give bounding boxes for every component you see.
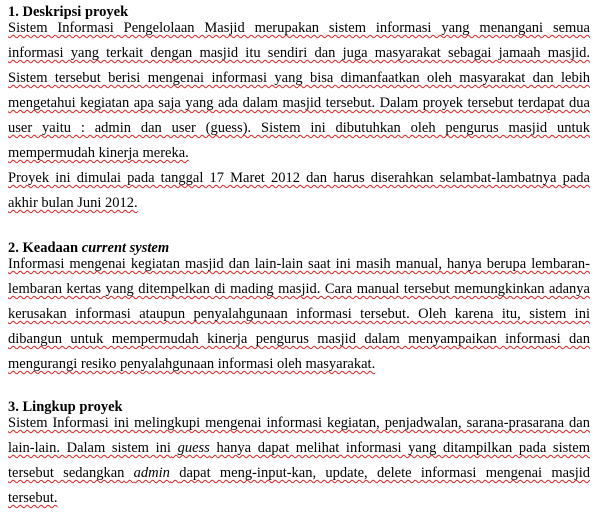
text-line: Informasi mengenai kegiatan masjid dan lain-lain saat ini masih manual, hanya berupa lembaran- xyxy=(8,256,590,272)
document xyxy=(8,0,590,515)
section-spacer xyxy=(8,220,590,234)
text-line: tersebut. xyxy=(8,490,58,506)
text-line: akhir bulan Juni 2012. xyxy=(8,195,138,211)
section-3-body xyxy=(8,415,590,515)
text-line xyxy=(8,465,590,490)
text-line: informasi yang terkait dengan masjid itu sendiri dan juga masyarakat sebagai jamaah masjid. xyxy=(8,45,590,61)
text-fragment: dapat meng-input-kan, update, delete informasi mengenai masjid xyxy=(179,465,590,481)
text-line: mempermudah kinerja mereka. xyxy=(8,145,189,161)
text-line: Sistem Informasi ini melingkupi mengenai informasi kegiatan, penjadwalan, sarana-prasarana dan xyxy=(8,415,590,431)
section-1-title: 1. Deskripsi proyek xyxy=(8,4,129,20)
section-2-body xyxy=(8,256,590,381)
section-spacer xyxy=(8,381,590,393)
section-2-title xyxy=(8,234,590,256)
text-line: Proyek ini dimulai pada tanggal 17 Maret 2012 dan harus diserahkan selambat-lambatnya pada xyxy=(8,170,590,186)
text-fragment: lain-lain. Dalam sistem ini xyxy=(8,440,171,456)
text-fragment: hanya dapat melihat informasi yang ditampilkan pada sistem xyxy=(216,440,590,456)
text-line: Sistem tersebut berisi mengenai informasi yang bisa dimanfaatkan oleh masyarakat dan lebih xyxy=(8,70,590,86)
text-line: lembaran kertas yang ditempelkan di mading masjid. Cara manual tersebut memungkinkan adanya xyxy=(8,281,590,297)
text-line: user yaitu : admin dan user (guess). Sistem ini dibutuhkan oleh pengurus masjid untuk xyxy=(8,120,590,136)
italic-term-guess: guess xyxy=(177,440,210,456)
text-line: Sistem Informasi Pengelolaan Masjid merupakan sistem informasi yang menangani semua xyxy=(8,20,590,36)
section-2-title-italic: current system xyxy=(81,240,170,256)
italic-term-admin: admin xyxy=(133,465,170,481)
text-line: mengurangi resiko penyalahgunaan informasi oleh masyarakat. xyxy=(8,356,376,372)
section-2-title-prefix: 2. Keadaan xyxy=(8,240,82,256)
text-fragment: tersebut sedangkan xyxy=(8,465,125,481)
text-line xyxy=(8,440,590,465)
section-1-body xyxy=(8,20,590,220)
text-line: kerusakan informasi ataupun penyalahgunaan informasi tersebut. Oleh karena itu, sistem ini xyxy=(8,306,590,322)
text-line: dibangun untuk mempermudah kinerja pengurus masjid dalam menyampaikan informasi dan xyxy=(8,331,590,347)
section-3-title: 3. Lingkup proyek xyxy=(8,399,123,415)
text-line: mengetahui kegiatan apa saja yang ada dalam masjid tersebut. Dalam proyek tersebut terdapat dua xyxy=(8,95,590,111)
